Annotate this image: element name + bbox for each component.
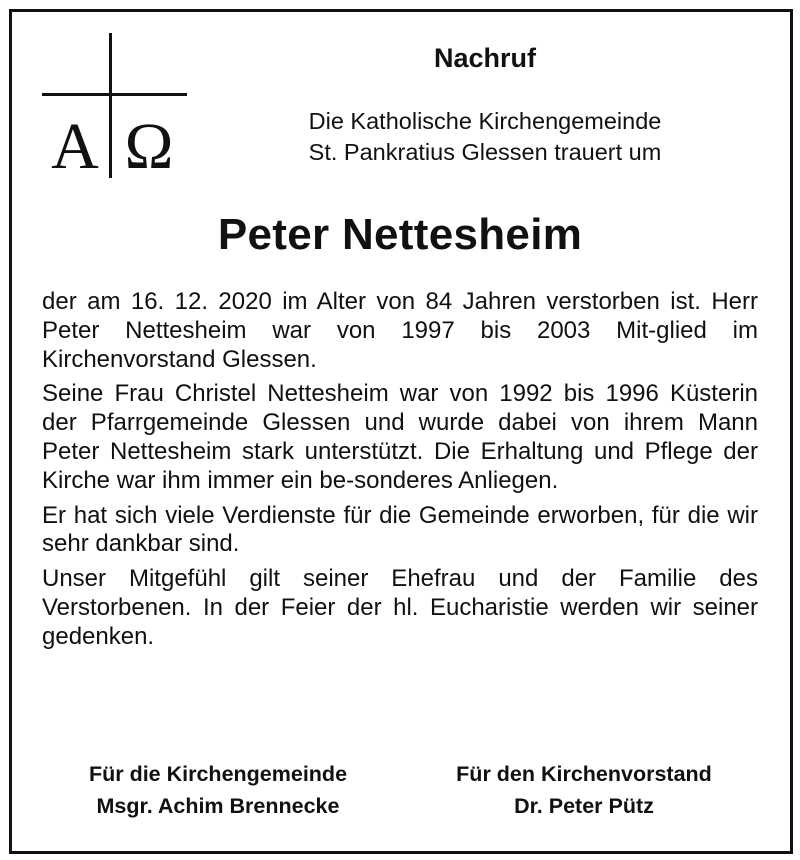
signature-org: Für den Kirchenvorstand: [456, 762, 712, 786]
intro-text: [240, 106, 730, 168]
signature-person: Dr. Peter Pütz: [514, 794, 654, 818]
obituary-body: [42, 288, 758, 658]
text-line: seiner gedenken.: [42, 593, 759, 650]
signature-person: Msgr. Achim Brennecke: [96, 794, 340, 818]
omega-glyph: Ω: [124, 110, 174, 178]
signature-org: Für die Kirchengemeinde: [88, 762, 348, 786]
text-line: Unser Mitgefühl gilt seiner Ehefrau und der Familie des: [42, 565, 758, 593]
text-line: Verstorbenen. In der Feier der hl. Eucharistie werden wir: [42, 593, 682, 621]
text-line: Küsterin der Pfarrgemeinde Glessen und wurde dabei: [42, 380, 758, 437]
signature-board: [404, 758, 764, 822]
deceased-name: Peter Nettesheim: [217, 210, 583, 259]
text-line: für die wir sehr dankbar sind.: [42, 501, 759, 558]
text-line: glied im Kirchenvorstand Glessen.: [42, 316, 759, 373]
text-line: Er hat sich viele Verdienste für die Gemeinde erworben,: [42, 501, 645, 529]
intro-line: St. Pankratius Glessen trauert um: [308, 139, 662, 165]
cross-alpha-omega-icon: [42, 33, 187, 178]
text-line: der am 16. 12. 2020 im Alter von 84 Jahren verstorben: [42, 288, 660, 315]
text-line: Seine Frau Christel Nettesheim war von 1992 bis 1996: [42, 380, 659, 408]
intro-line: Die Katholische Kirchengemeinde: [308, 108, 662, 134]
paragraph-condolence: [42, 565, 758, 651]
alpha-glyph: A: [51, 110, 99, 178]
paragraph-merits: [42, 502, 758, 560]
text-line: sonderes Anliegen.: [354, 466, 559, 494]
text-line: von ihrem Mann Peter Nettesheim stark unterstützt. Die: [42, 409, 758, 465]
signature-parish: [38, 758, 398, 822]
obituary-heading: Nachruf: [433, 43, 536, 73]
text-line: ist. Herr Peter Nettesheim war von 1997 bis 2003 Mit-: [42, 288, 758, 344]
text-line: Erhaltung und Pflege der Kirche war ihm immer ein be-: [42, 437, 758, 494]
paragraph-wife: [42, 380, 758, 495]
paragraph-career: [42, 288, 758, 374]
